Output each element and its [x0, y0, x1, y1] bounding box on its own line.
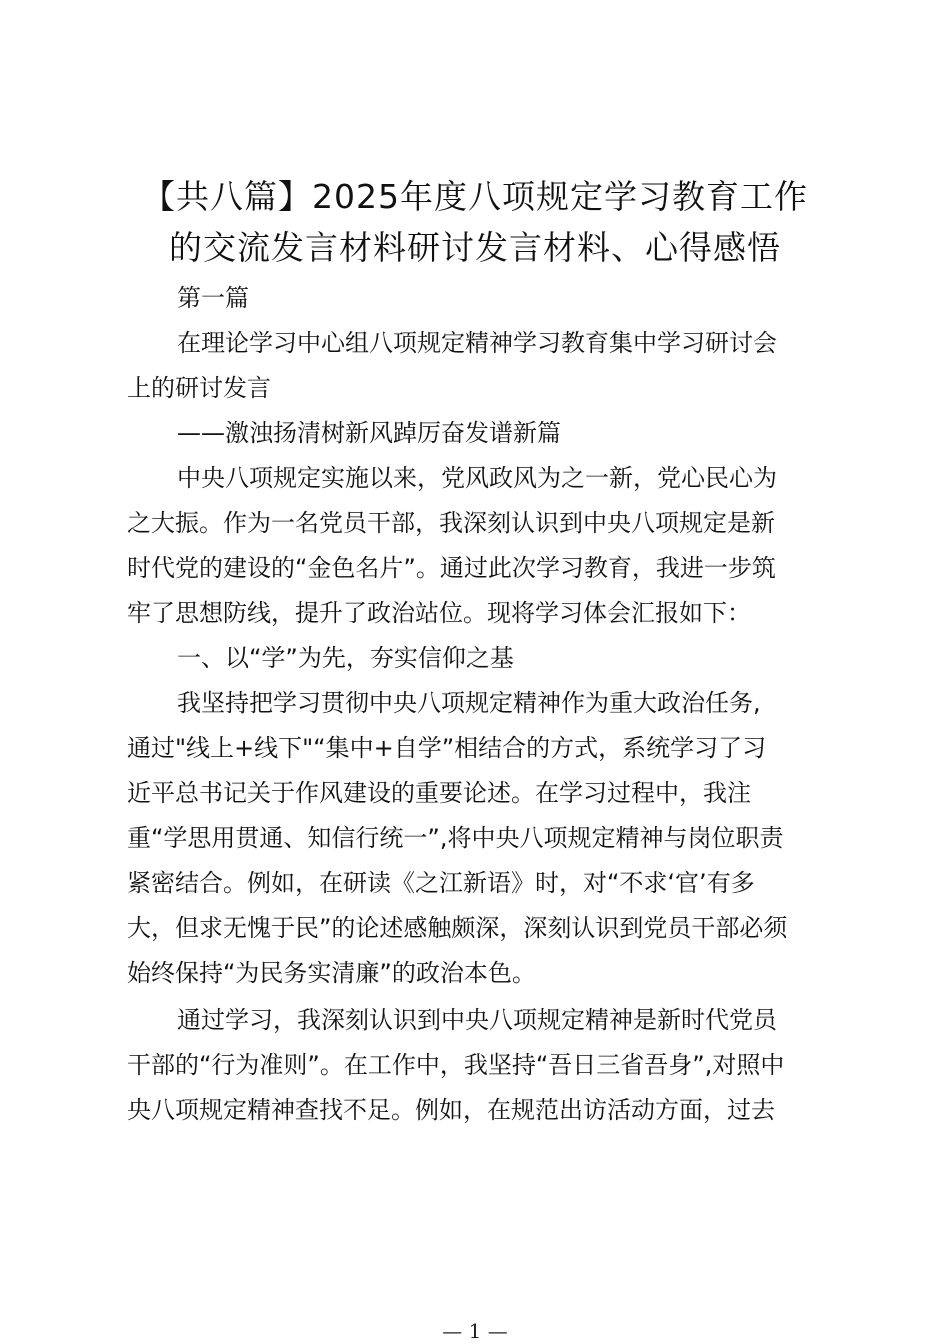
text-line: 中央八项规定实施以来，党风政风为之一新，党心民心为 [177, 464, 777, 492]
paragraph-speech-title [127, 321, 839, 411]
text-line: 我坚持把学习贯彻中央八项规定精神作为重大政治任务, [177, 689, 761, 717]
paragraph-study [127, 681, 839, 996]
text-line: 之大振。作为一名党员干部，我深刻认识到中央八项规定是新 [127, 509, 775, 537]
text-line: 央八项规定精神查找不足。例如，在规范出访活动方面，过去 [127, 1096, 775, 1124]
document-title-line-2: 的交流发言材料研讨发言材料、心得感悟 [169, 228, 781, 267]
text-line: 干部的“行为准则”。在工作中，我坚持“吾日三省吾身”,对照中 [127, 1051, 785, 1079]
page-number: — 1 — [442, 1319, 508, 1343]
text-line: 上的研讨发言 [127, 374, 271, 402]
document-title-line-1: 【共八篇】2025年度八项规定学习教育工作 [142, 177, 808, 216]
section-heading [127, 636, 839, 681]
document-body [127, 276, 839, 1133]
text-line: 通过"线上+线下"“集中+自学”相结合的方式，系统学习了习 [127, 734, 767, 762]
text-line: 第一篇 [177, 284, 249, 312]
text-line: 时代党的建设的“金色名片”。通过此次学习教育，我进一步筑 [127, 554, 776, 582]
text-line: 牢了思想防线，提升了政治站位。现将学习体会汇报如下： [127, 599, 751, 627]
paragraph-subtitle [127, 411, 839, 456]
text-line: ——激浊扬清树新风踔厉奋发谱新篇 [177, 419, 561, 447]
text-line: 一、以“学”为先，夯实信仰之基 [177, 644, 514, 672]
text-line: 通过学习，我深刻认识到中央八项规定精神是新时代党员 [177, 1006, 777, 1034]
paragraph-section-label [127, 276, 839, 321]
text-line: 近平总书记关于作风建设的重要论述。在学习过程中，我注 [127, 779, 751, 807]
text-line: 大，但求无愧于民”的论述感触颇深，深刻认识到党员干部必须 [127, 914, 788, 942]
text-line: 紧密结合。例如，在研读《之江新语》时，对“不求‘官’有多 [127, 869, 755, 897]
text-line: 始终保持“为民务实清廉”的政治本色。 [127, 959, 536, 987]
text-line: 重“学思用贯通、知信行统一”,将中央八项规定精神与岗位职责 [127, 824, 784, 852]
paragraph-intro [127, 456, 839, 636]
text-line: 在理论学习中心组八项规定精神学习教育集中学习研讨会 [177, 329, 777, 357]
paragraph-reflection [127, 998, 839, 1133]
